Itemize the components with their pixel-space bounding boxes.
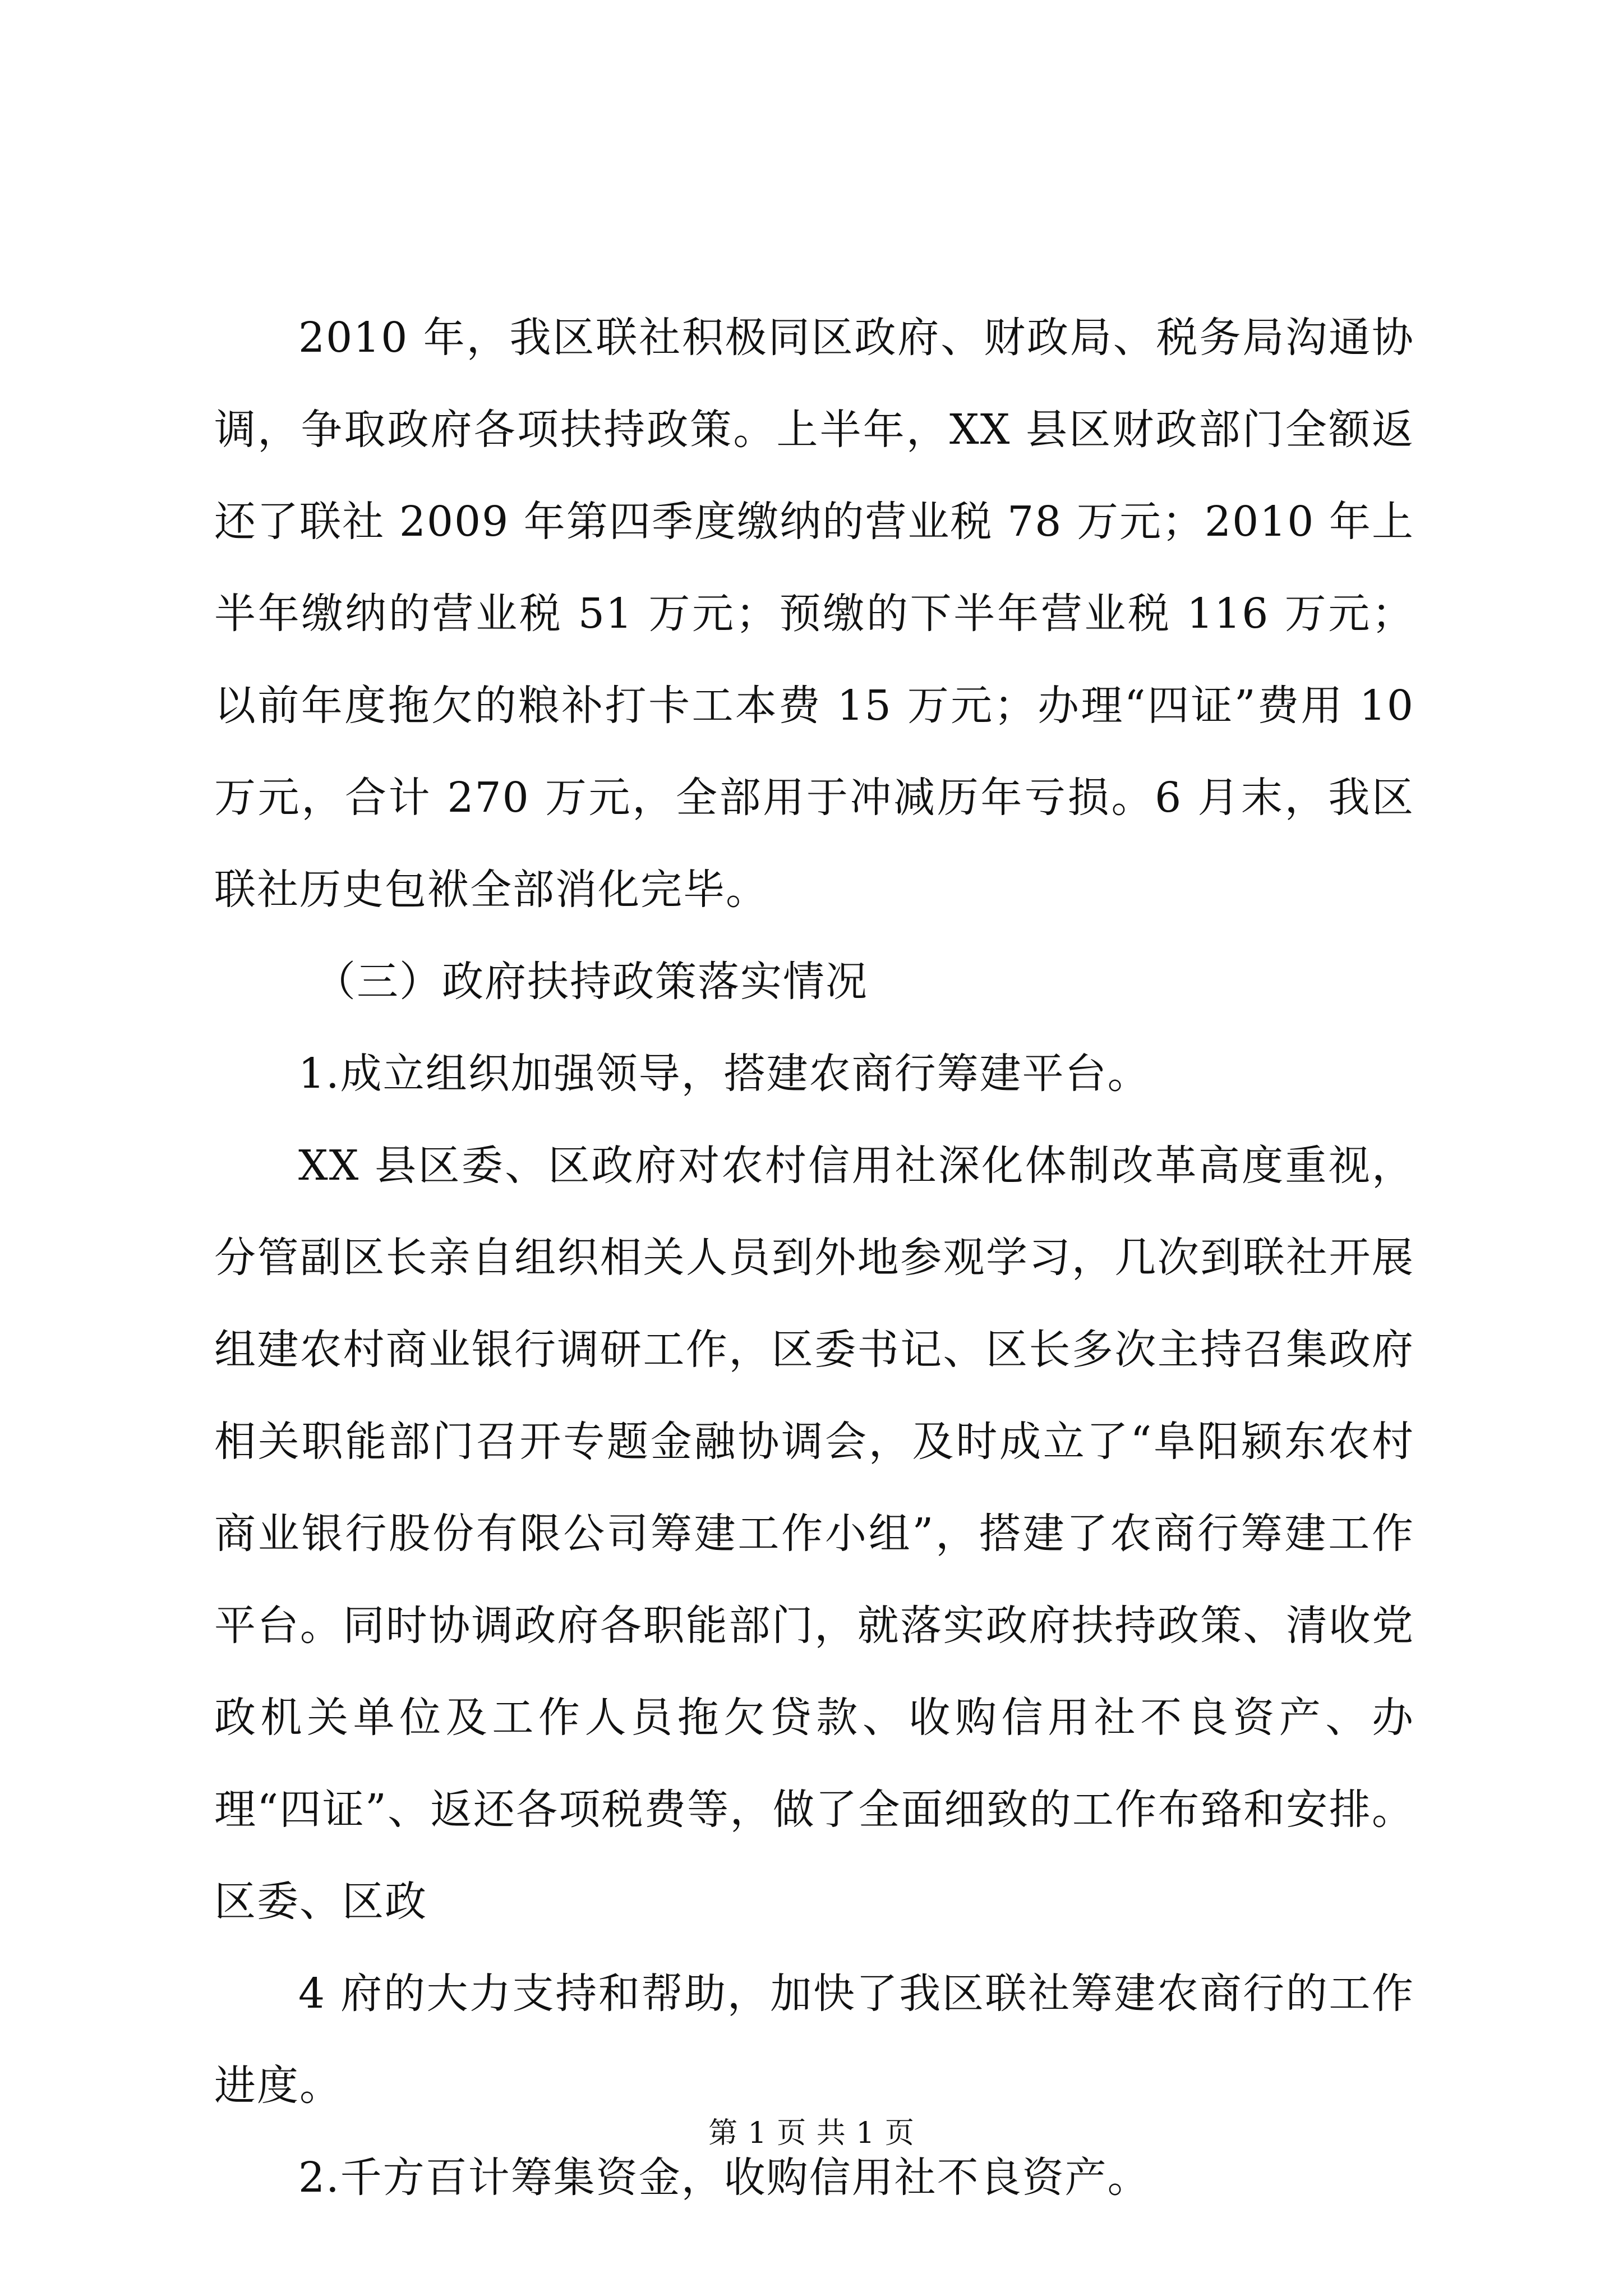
subheading-funding: 2.千方百计筹集资金，收购信用社不良资产。	[298, 2154, 1150, 2202]
document-body	[214, 292, 1414, 2224]
page-number-footer: 第 1 页 共 1 页	[708, 2116, 915, 2150]
section-heading-policy: （三）政府扶持政策落实情况	[314, 958, 868, 1006]
subheading-organization: 1.成立组织加强领导，搭建农商行筹建平台。	[298, 1050, 1150, 1098]
paragraph-government-support: XX 县区委、区政府对农村信用社深化体制改革高度重视，分管副区长亲自组织相关人员到外地参观学习，几次到联社开展组建农村商业银行调研工作，区委书记、区长多次主持召集政府相关职能部门召开专题金融协调会，及时成立了“阜阳颍东农村商业银行股份有限公司筹建工作小组”，搭建了农商行筹建工作平台。同时协调政府各职能部门，就落实政府扶持政策、清收党政机关单位及工作人员拖欠贷款、收购信用社不良资产、办理“四证”、返还各项税费等，做了全面细致的工作布臵和安排。区委、区政	[214, 1142, 1414, 1926]
paragraph-tax-refund: 2010 年，我区联社积极同区政府、财政局、税务局沟通协调，争取政府各项扶持政策。上半年，XX 县区财政部门全额返还了联社 2009 年第四季度缴纳的营业税 78 万元；2010 年上半年缴纳的营业税 51 万元；预缴的下半年营业税 116 万元；以前年度拖欠的粮补打卡工本费 15 万元；办理“四证”费用 10 万元，合计 270 万元，全部用于冲减历年亏损。6 月末，我区联社历史包袱全部消化完毕。	[214, 314, 1414, 914]
paragraph-progress: 4 府的大力支持和帮助，加快了我区联社筹建农商行的工作进度。	[214, 1970, 1414, 2110]
